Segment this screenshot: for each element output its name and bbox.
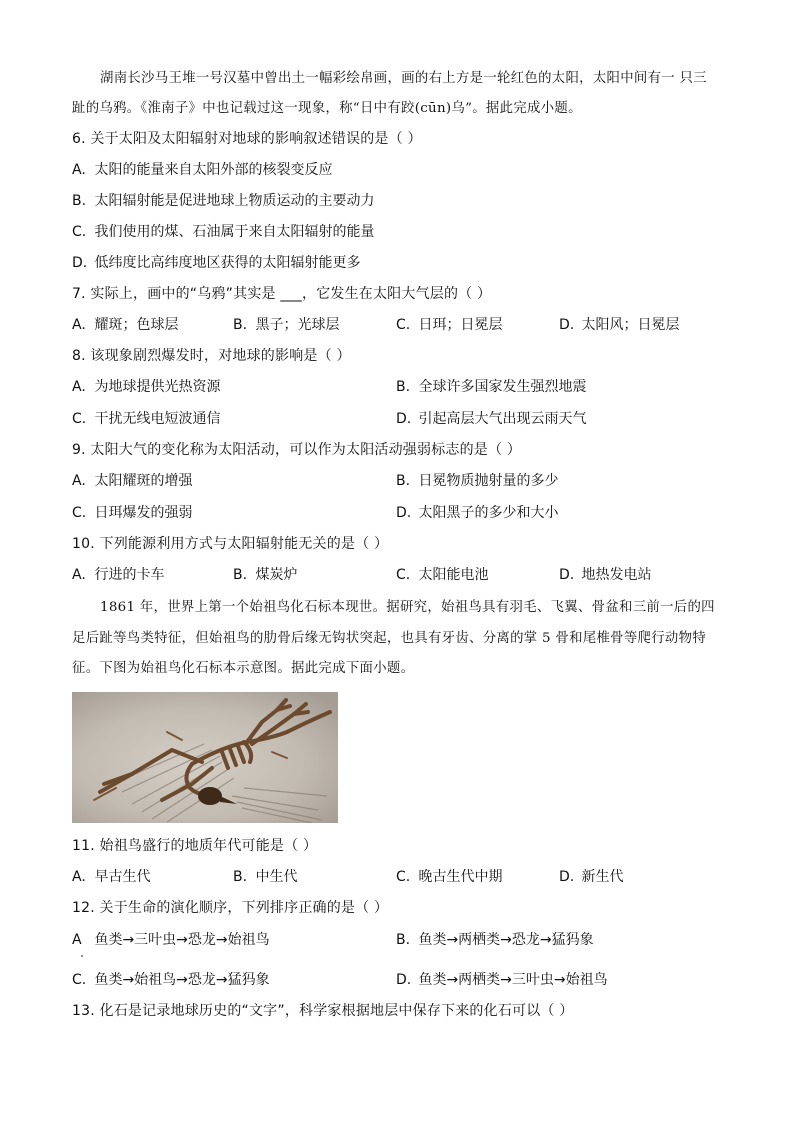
option-label: C. xyxy=(72,411,87,427)
option-text: 太阳风；日冕层 xyxy=(581,317,680,333)
question-10-option-a[interactable] xyxy=(72,565,164,585)
option-label: D. xyxy=(396,505,412,521)
option-label: B. xyxy=(233,869,248,885)
option-text: 新生代 xyxy=(581,869,624,885)
option-text: 引起高层大气出现云雨天气 xyxy=(418,411,587,427)
question-11-option-a[interactable] xyxy=(72,867,150,887)
option-text: 太阳辐射能是促进地球上物质运动的主要动力 xyxy=(94,193,375,209)
question-9-option-c[interactable] xyxy=(72,503,192,523)
option-label: B. xyxy=(396,379,411,395)
passage-1-line-1: 湖南长沙马王堆一号汉墓中曾出土一幅彩绘帛画，画的右上方是一轮红色的太阳，太阳中间有一 只三 xyxy=(100,71,707,86)
option-label: C. xyxy=(72,224,87,240)
option-text: 全球许多国家发生强烈地震 xyxy=(418,379,587,395)
option-label: B. xyxy=(72,193,87,209)
question-8-option-a[interactable] xyxy=(72,377,220,397)
option-text: 行进的卡车 xyxy=(94,567,165,583)
question-8-option-b[interactable] xyxy=(396,377,586,397)
option-label: D. xyxy=(559,567,575,583)
option-text: 太阳的能量来自太阳外部的核裂变反应 xyxy=(94,162,333,178)
question-12-stem: 12. 关于生命的演化顺序，下列排序正确的是（ ） xyxy=(72,900,389,916)
option-text: 黑子；光球层 xyxy=(255,317,340,333)
question-11-option-c[interactable] xyxy=(396,867,502,887)
question-9-option-b[interactable] xyxy=(396,471,558,491)
option-text: 中生代 xyxy=(255,869,298,885)
option-text: 干扰无线电短波通信 xyxy=(94,411,221,427)
option-text: 地热发电站 xyxy=(581,567,652,583)
question-7-option-a[interactable] xyxy=(72,315,178,335)
question-6-option-c[interactable] xyxy=(72,222,374,242)
question-12-option-c[interactable] xyxy=(72,970,270,990)
option-text: 鱼类→始祖鸟→恐龙→猛犸象 xyxy=(94,972,270,988)
option-text: 为地球提供光热资源 xyxy=(94,379,221,395)
passage-2-line-3: 征。下图为始祖鸟化石标本示意图。据此完成下面小题。 xyxy=(72,661,415,676)
question-10-option-b[interactable] xyxy=(233,565,297,585)
option-text: 低纬度比高纬度地区获得的太阳辐射能更多 xyxy=(94,255,361,271)
option-label: D. xyxy=(396,411,412,427)
question-11-stem: 11. 始祖鸟盛行的地质年代可能是（ ） xyxy=(72,838,318,854)
option-label: C. xyxy=(72,505,87,521)
question-10-stem: 10. 下列能源利用方式与太阳辐射能无关的是（ ） xyxy=(72,536,389,552)
passage-2-line-1: 1861 年，世界上第一个始祖鸟化石标本现世。据研究，始祖鸟具有羽毛、飞翼、骨盆和三前一后的四 xyxy=(100,600,715,615)
question-7-option-c[interactable] xyxy=(396,315,502,335)
question-6-stem: 6. 关于太阳及太阳辐射对地球的影响叙述错误的是（ ） xyxy=(72,131,422,147)
option-text: 鱼类→三叶虫→恐龙→始祖鸟 xyxy=(94,932,270,948)
question-12-option-d[interactable] xyxy=(396,970,608,990)
option-text: 太阳黑子的多少和大小 xyxy=(418,505,559,521)
option-text: 日珥爆发的强弱 xyxy=(94,505,193,521)
option-text: 鱼类→两栖类→恐龙→猛犸象 xyxy=(418,932,594,948)
passage-2-line-2: 足后趾等鸟类特征，但始祖鸟的肋骨后缘无钩状突起，也具有牙齿、分离的掌 5 骨和尾椎骨等爬行动物特 xyxy=(72,631,707,646)
question-9-option-a[interactable] xyxy=(72,471,192,491)
question-7-stem: 7. 实际上，画中的“乌鸦”其实是 ___，它发生在太阳大气层的（ ） xyxy=(72,286,492,302)
question-9-stem: 9. 太阳大气的变化称为太阳活动，可以作为太阳活动强弱标志的是（ ） xyxy=(72,442,522,458)
option-text: 太阳能电池 xyxy=(418,567,489,583)
option-text: 日珥；日冕层 xyxy=(418,317,503,333)
option-label: D. xyxy=(72,255,88,271)
option-label: C. xyxy=(72,972,87,988)
question-12-option-a[interactable] xyxy=(72,930,270,950)
option-text: 日冕物质抛射量的多少 xyxy=(418,473,559,489)
option-label: A xyxy=(72,932,82,948)
option-text: 晚古生代中期 xyxy=(418,869,503,885)
question-7-option-d[interactable] xyxy=(559,315,679,335)
question-11-option-b[interactable] xyxy=(233,867,297,887)
option-label: D. xyxy=(559,869,575,885)
question-8-option-c[interactable] xyxy=(72,409,220,429)
question-8-stem: 8. 该现象剧烈爆发时，对地球的影响是（ ） xyxy=(72,348,351,364)
option-label: B. xyxy=(233,317,248,333)
question-13-stem: 13. 化石是记录地球历史的“文字”，科学家根据地层中保存下来的化石可以（ ） xyxy=(72,1003,574,1019)
option-text: 煤炭炉 xyxy=(255,567,298,583)
option-label: B. xyxy=(396,932,411,948)
option-label: A. xyxy=(72,567,86,583)
option-text: 太阳耀斑的增强 xyxy=(94,473,193,489)
question-6-option-d[interactable] xyxy=(72,253,360,273)
question-11-option-d[interactable] xyxy=(559,867,623,887)
option-label: A. xyxy=(72,162,86,178)
question-6-option-b[interactable] xyxy=(72,191,374,211)
option-label: C. xyxy=(396,317,411,333)
option-text: 早古生代 xyxy=(94,869,151,885)
stray-dot xyxy=(81,955,83,957)
archaeopteryx-fossil-image xyxy=(72,692,338,823)
question-10-option-c[interactable] xyxy=(396,565,488,585)
option-text: 鱼类→两栖类→三叶虫→始祖鸟 xyxy=(418,972,608,988)
option-label: A. xyxy=(72,379,86,395)
question-8-option-d[interactable] xyxy=(396,409,586,429)
question-6-option-a[interactable] xyxy=(72,160,332,180)
question-12-option-b[interactable] xyxy=(396,930,594,950)
option-label: D. xyxy=(559,317,575,333)
option-label: C. xyxy=(396,567,411,583)
fossil-illustration xyxy=(72,692,338,823)
option-label: A. xyxy=(72,317,86,333)
option-label: A. xyxy=(72,473,86,489)
question-10-option-d[interactable] xyxy=(559,565,651,585)
question-7-option-b[interactable] xyxy=(233,315,339,335)
option-text: 耀斑；色球层 xyxy=(94,317,179,333)
option-label: A. xyxy=(72,869,86,885)
option-label: B. xyxy=(396,473,411,489)
option-label: C. xyxy=(396,869,411,885)
option-label: B. xyxy=(233,567,248,583)
option-label: D. xyxy=(396,972,412,988)
passage-1-line-2: 趾的乌鸦。《淮南子》中也记载过这一现象，称“日中有跤(cūn)乌”。据此完成小题。 xyxy=(72,101,582,116)
option-text: 我们使用的煤、石油属于来自太阳辐射的能量 xyxy=(94,224,375,240)
question-9-option-d[interactable] xyxy=(396,503,558,523)
